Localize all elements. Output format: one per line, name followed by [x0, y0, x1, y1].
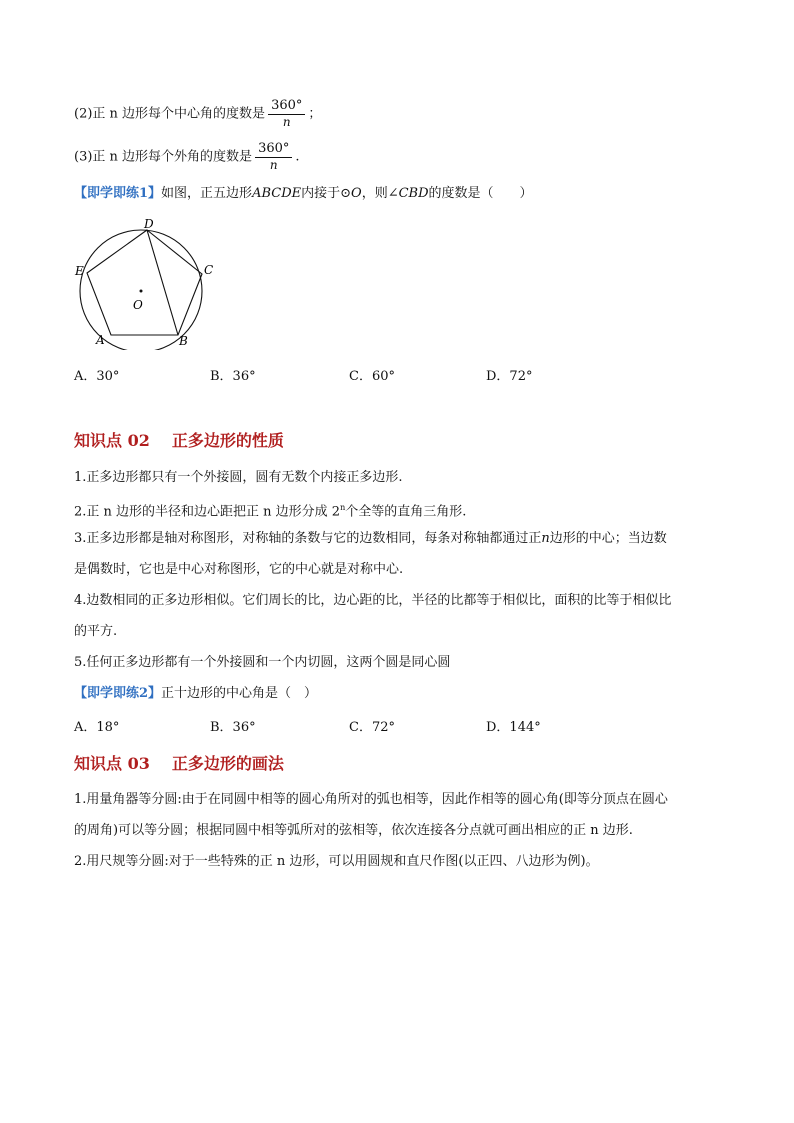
- drawing-method-1-cont: 的周角)可以等分圆；根据同圆中相等弧所对的弦相等，依次连接各分点就可画出相应的正 n 边形.: [74, 823, 633, 838]
- practice-1-text: 内接于⊙: [301, 186, 352, 201]
- drawing-method-2: 2.用尺规等分圆:对于一些特殊的正 n 边形，可以用圆规和直尺作图(以正四、八边形为例)。: [74, 854, 599, 869]
- practice-2: [74, 685, 317, 703]
- label-a: A: [96, 333, 105, 347]
- choice-d[interactable]: D．144°: [486, 720, 541, 735]
- regular-pentagon: [87, 230, 202, 335]
- choice-d[interactable]: D．72°: [486, 369, 533, 384]
- section-heading-02: [74, 428, 284, 451]
- property-3-text: 3.正多边形都是轴对称图形，对称轴的条数与它的边数相同，每条对称轴都通过正: [74, 531, 542, 546]
- fraction-360-over-n: [268, 98, 305, 130]
- choice-a[interactable]: A．30°: [74, 369, 120, 384]
- section-number: 知识点 03: [74, 754, 150, 773]
- fraction-denominator: n: [282, 115, 291, 129]
- choice-a[interactable]: A．18°: [74, 720, 120, 735]
- property-4-cont: 的平方.: [74, 624, 118, 639]
- property-3-text: 边形的中心；当边数: [549, 531, 667, 546]
- section-title: 正多边形的性质: [171, 431, 284, 450]
- choice-c[interactable]: C．72°: [349, 720, 395, 735]
- center-point: [140, 290, 143, 293]
- item-3: [74, 141, 300, 173]
- property-3-cont: 是偶数时，它也是中心对称图形，它的中心就是对称中心.: [74, 562, 404, 577]
- property-3: [74, 530, 667, 548]
- property-1: 1.正多边形都只有一个外接圆，圆有无数个内接正多边形.: [74, 470, 403, 485]
- item-3-suffix: .: [295, 149, 300, 165]
- item-2-suffix: ；: [308, 106, 322, 122]
- item-3-text: (3)正 n 边形每个外角的度数是: [74, 149, 253, 165]
- property-2-text: 个全等的直角三角形.: [345, 504, 467, 520]
- italic-n: n: [541, 531, 550, 546]
- segment-bd: [147, 230, 178, 335]
- label-c: C: [204, 263, 214, 277]
- section-heading-03: [74, 751, 284, 774]
- fraction-numerator: 360°: [268, 98, 305, 115]
- section-number: 知识点 02: [74, 431, 150, 450]
- property-2: [74, 499, 466, 521]
- fraction-numerator: 360°: [255, 141, 292, 158]
- angle-name: CBD: [398, 186, 429, 201]
- polygon-name: ABCDE: [252, 186, 302, 201]
- fraction-360-over-n: [255, 141, 292, 173]
- item-2: [74, 98, 321, 130]
- practice-1-tag: 【即学即练1】: [74, 186, 162, 201]
- practice-1-text: 如图，正五边形: [161, 186, 253, 201]
- property-2-text: 2.正 n 边形的半径和边心距把正 n 边形分成 2: [74, 504, 341, 520]
- label-o: O: [133, 298, 143, 312]
- label-d: D: [144, 217, 154, 231]
- drawing-method-1: 1.用量角器等分圆:由于在同圆中相等的圆心角所对的弧也相等，因此作相等的圆心角(即等分顶点在圆心: [74, 792, 668, 807]
- circle-center-name: O: [351, 186, 362, 201]
- practice-2-tag: 【即学即练2】: [74, 686, 162, 701]
- practice-1-text: 的度数是（ ）: [428, 186, 533, 201]
- practice-1-text: ，则∠: [361, 186, 399, 201]
- section-title: 正多边形的画法: [171, 754, 284, 773]
- practice-2-text: 正十边形的中心角是（ ）: [161, 686, 318, 701]
- superscript-n: n: [340, 503, 346, 512]
- pentagon-in-circle-figure: [70, 215, 220, 350]
- property-4: 4.边数相同的正多边形相似。它们周长的比，边心距的比，半径的比都等于相似比，面积的比等于相似比: [74, 593, 672, 608]
- label-b: B: [179, 334, 188, 348]
- property-5: 5.任何正多边形都有一个外接圆和一个内切圆，这两个圆是同心圆: [74, 655, 451, 670]
- item-2-text: (2)正 n 边形每个中心角的度数是: [74, 106, 266, 122]
- practice-1: [74, 185, 533, 203]
- choice-c[interactable]: C．60°: [349, 369, 395, 384]
- label-e: E: [75, 264, 84, 278]
- choice-b[interactable]: B．36°: [210, 369, 256, 384]
- choice-b[interactable]: B．36°: [210, 720, 256, 735]
- fraction-denominator: n: [269, 158, 278, 172]
